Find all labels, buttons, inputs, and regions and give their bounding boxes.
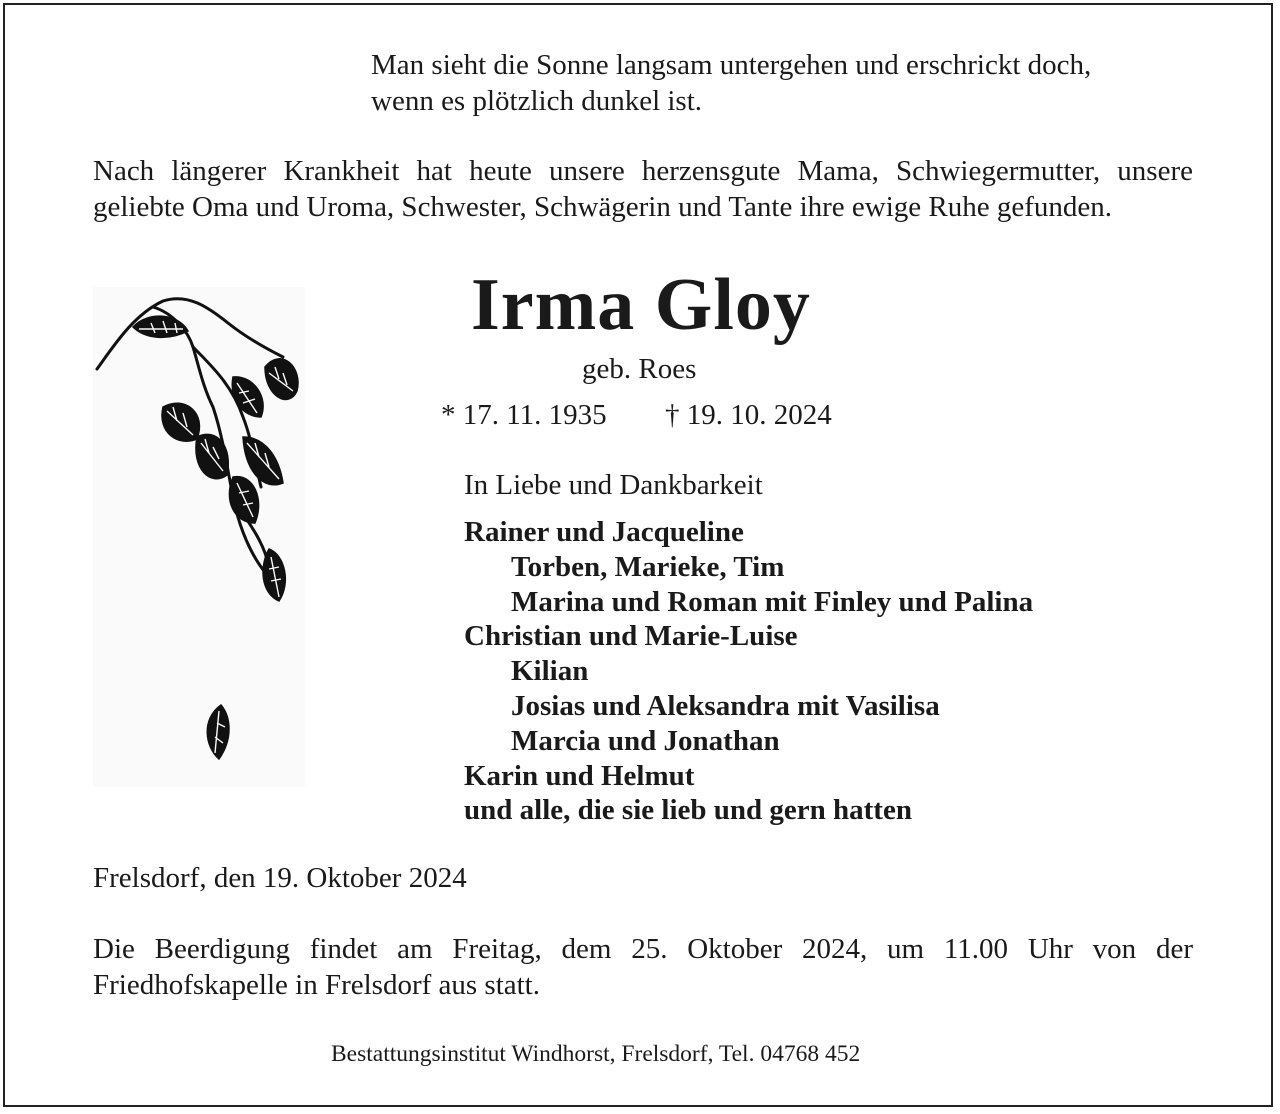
mourner-line: Kilian	[511, 655, 589, 688]
mourner-line: Marcia und Jonathan	[511, 724, 780, 757]
quote	[371, 47, 1091, 119]
mourner-line: Marina und Roman mit Finley und Palina	[511, 585, 1034, 618]
quote-line-1: Man sieht die Sonne langsam untergehen und erschrickt doch,	[371, 49, 1092, 81]
birch-branch-illustration-icon	[93, 287, 305, 787]
quote-line-2: wenn es plötzlich dunkel ist.	[371, 85, 703, 117]
birth-date: * 17. 11. 1935	[441, 399, 607, 431]
deceased-name: Irma Gloy	[471, 264, 811, 346]
undertaker-contact: Bestattungsinstitut Windhorst, Frelsdorf, Tel. 04768 452	[331, 1041, 861, 1067]
mourner-line: Torben, Marieke, Tim	[511, 550, 785, 583]
mourner-line: Christian und Marie-Luise	[464, 620, 798, 653]
maiden-name: geb. Roes	[582, 353, 697, 385]
death-date: † 19. 10. 2024	[665, 399, 832, 431]
gratitude-line: In Liebe und Dankbarkeit	[464, 469, 763, 501]
mourner-line: Rainer und Jacqueline	[464, 516, 744, 548]
funeral-details: Die Beerdigung findet am Freitag, dem 25. Oktober 2024, um 11.00 Uhr von der Friedhofskapelle in Frelsdorf aus statt.	[93, 933, 1193, 1001]
mourners-list	[464, 515, 1033, 828]
intro-text: Nach längerer Krankheit hat heute unsere herzensgute Mama, Schwiegermutter, unsere geliebte Oma und Uroma, Schwester, Schwägerin und Tante ihre ewige Ruhe gefunden.	[93, 155, 1193, 223]
obituary-notice	[3, 3, 1273, 1107]
mourner-line: Josias und Aleksandra mit Vasilisa	[511, 689, 940, 722]
place-and-date: Frelsdorf, den 19. Oktober 2024	[93, 862, 467, 894]
mourner-line: Karin und Helmut	[464, 759, 695, 792]
mourner-line: und alle, die sie lieb und gern hatten	[464, 794, 912, 827]
